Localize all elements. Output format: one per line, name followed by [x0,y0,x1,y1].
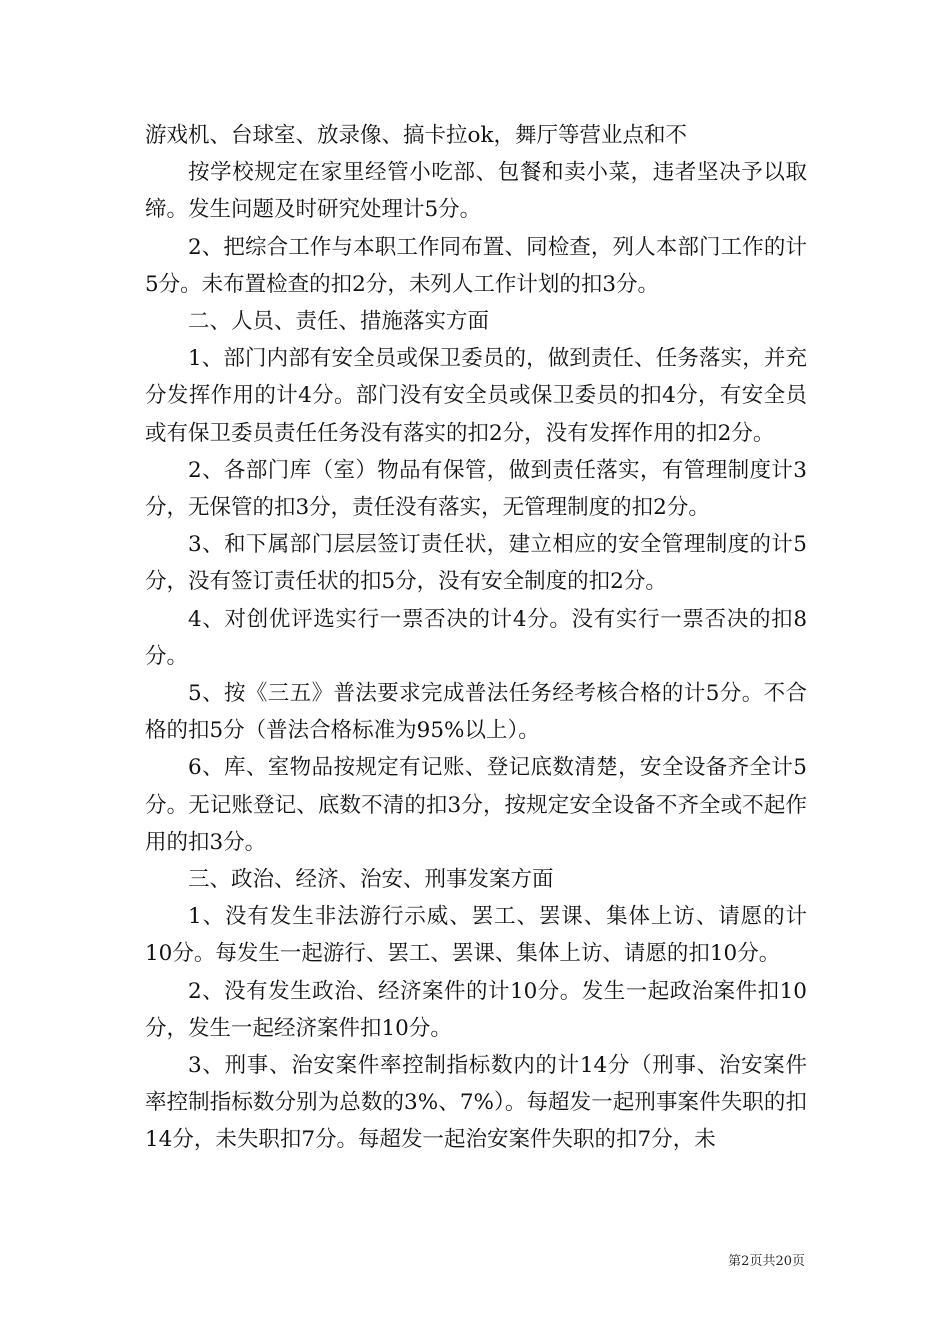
paragraph-10: 6、库、室物品按规定有记账、登记底数清楚，安全设备齐全计5分。无记账登记、底数不清的扣3分，按规定安全设备不齐全或不起作用的扣3分。 [145,755,807,855]
paragraph-14: 3、刑事、治安案件率控制指标数内的计14分（刑事、治安案件率控制指标数分别为总数的3%、7%）。每超发一起刑事案件失职的扣14分，未失职扣7分。每超发一起治安案件失职的扣7分，未 [145,1053,807,1153]
paragraph-2: 按学校规定在家里经管小吃部、包餐和卖小菜，违者坚决予以取缔。发生问题及时研究处理计5分。 [145,160,807,223]
page-number: 第2页共20页 [728,1254,805,1269]
section-heading-3: 三、政治、经济、治安、刑事发案方面 [188,867,554,893]
section-heading-2: 二、人员、责任、措施落实方面 [188,309,490,335]
paragraph-3: 2、把综合工作与本职工作同布置、同检查，列人本部门工作的计5分。未布置检查的扣2分，未列人工作计划的扣3分。 [145,234,807,297]
body-text [145,117,807,1159]
paragraph-8: 4、对创优评选实行一票否决的计4分。没有实行一票否决的扣8分。 [145,606,807,669]
paragraph-6: 2、各部门库（室）物品有保管，做到责任落实，有管理制度计3分，无保管的扣3分，责任没有落实，无管理制度的扣2分。 [145,457,807,521]
paragraph-5: 1、部门内部有安全员或保卫委员的，做到责任、任务落实，并充分发挥作用的计4分。部门没有安全员或保卫委员的扣4分，有安全员或有保卫委员责任任务没有落实的扣2分，没有发挥作用的扣2分。 [145,346,807,446]
paragraph-7: 3、和下属部门层层签订责任状，建立相应的安全管理制度的计5分，没有签订责任状的扣5分，没有安全制度的扣2分。 [145,532,807,595]
paragraph-13: 2、没有发生政治、经济案件的计10分。发生一起政治案件扣10分，发生一起经济案件扣10分。 [145,978,807,1041]
paragraph-12: 1、没有发生非法游行示威、罢工、罢课、集体上访、请愿的计10分。每发生一起游行、罢工、罢课、集体上访、请愿的扣10分。 [145,904,807,967]
paragraph-1: 游戏机、台球室、放录像、搞卡拉ok，舞厅等营业点和不 [145,123,687,148]
paragraph-9: 5、按《三五》普法要求完成普法任务经考核合格的计5分。不合格的扣5分（普法合格标准为95%以上）。 [145,681,807,744]
